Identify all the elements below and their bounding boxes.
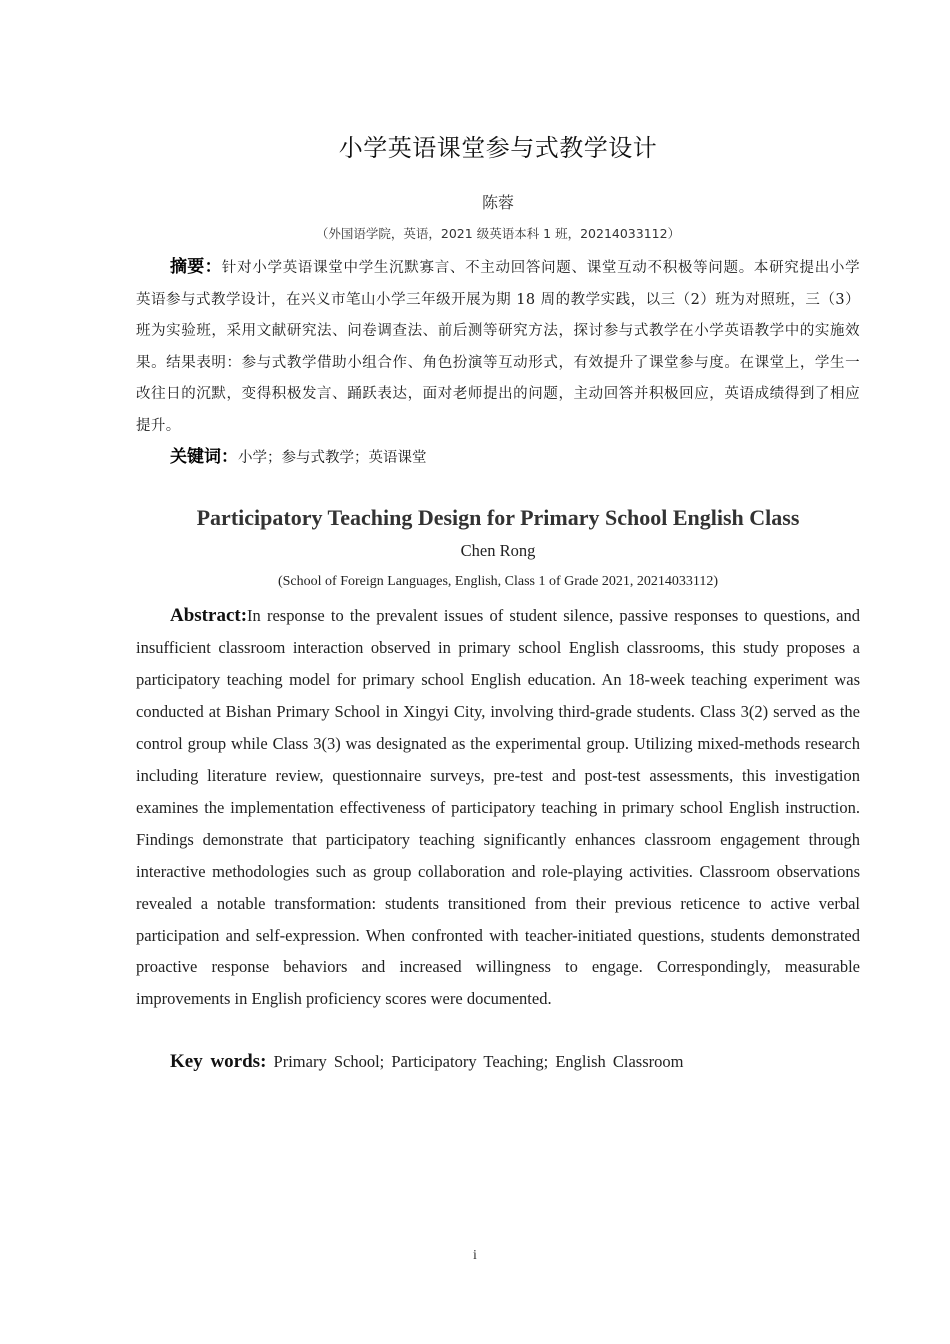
chinese-affiliation: （外国语学院，英语，2021 级英语本科 1 班，20214033112） (315, 226, 681, 241)
chinese-abstract (136, 252, 860, 443)
chinese-abstract-text: 针对小学英语课堂中学生沉默寡言、不主动回答问题、课堂互动不积极等问题。本研究提出小学英语参与式教学设计，在兴义市笔山小学三年级开展为期 18 周的教学实践，以三（2）班为对照班，三（3）班为实验班，采用文献研究法、问卷调查法、前后测等研究方法，探讨参与式教学在小学英语教学中的实施效果。结果表明：参与式教学借助小组合作、角色扮演等互动形式，有效提升了课堂参与度。在课堂上，学生一改往日的沉默，变得积极发言、踊跃表达，面对老师提出的问题，主动回答并积极回应，英语成绩得到了相应提升。 (136, 260, 861, 434)
english-keywords-label: Key words: (170, 1051, 267, 1072)
english-affiliation: (School of Foreign Languages, English, Class 1 of Grade 2021, 20214033112) (277, 574, 719, 589)
page-number: i (473, 1248, 477, 1263)
chinese-author: 陈蓉 (481, 193, 514, 212)
english-title: Participatory Teaching Design for Primary School English Class (196, 505, 800, 530)
chinese-keywords-label: 关键词： (170, 447, 238, 467)
english-author: Chen Rong (460, 541, 536, 560)
chinese-abstract-label: 摘要： (170, 257, 222, 277)
english-abstract (136, 600, 860, 1015)
chinese-keywords-text: 小学；参与式教学；英语课堂 (238, 450, 427, 466)
english-keywords-text: Primary School; Participatory Teaching; English Classroom (273, 1052, 684, 1071)
english-keywords (170, 1047, 860, 1077)
english-abstract-text: In response to the prevalent issues of student silence, passive responses to questions, and insufficient classroom interaction observed in primary school English classrooms, this study proposes a participatory teaching model for primary school English education. An 18-week teaching experiment was conducted at Bishan Primary School in Xingyi City, involving third-grade students. Class 3(2) served as the control group while Class 3(3) was designated as the experimental group. Utilizing mixed-methods research including literature review, questionnaire surveys, pre-test and post-test assessments, this investigation examines the implementation effectiveness of participatory teaching in primary school English instruction. Findings demonstrate that participatory teaching significantly enhances classroom engagement through interactive methodologies such as group collaboration and role-playing activities. Classroom observations revealed a notable transformation: students transitioned from their previous reticence to active verbal participation and self-expression. When confronted with teacher-initiated questions, students demonstrated proactive response behaviors and increased willingness to engage. Correspondingly, measurable improvements in English proficiency scores were documented. (136, 606, 860, 1009)
chinese-keywords (170, 443, 860, 472)
chinese-title: 小学英语课堂参与式教学设计 (338, 134, 658, 162)
english-abstract-label: Abstract: (170, 605, 248, 626)
